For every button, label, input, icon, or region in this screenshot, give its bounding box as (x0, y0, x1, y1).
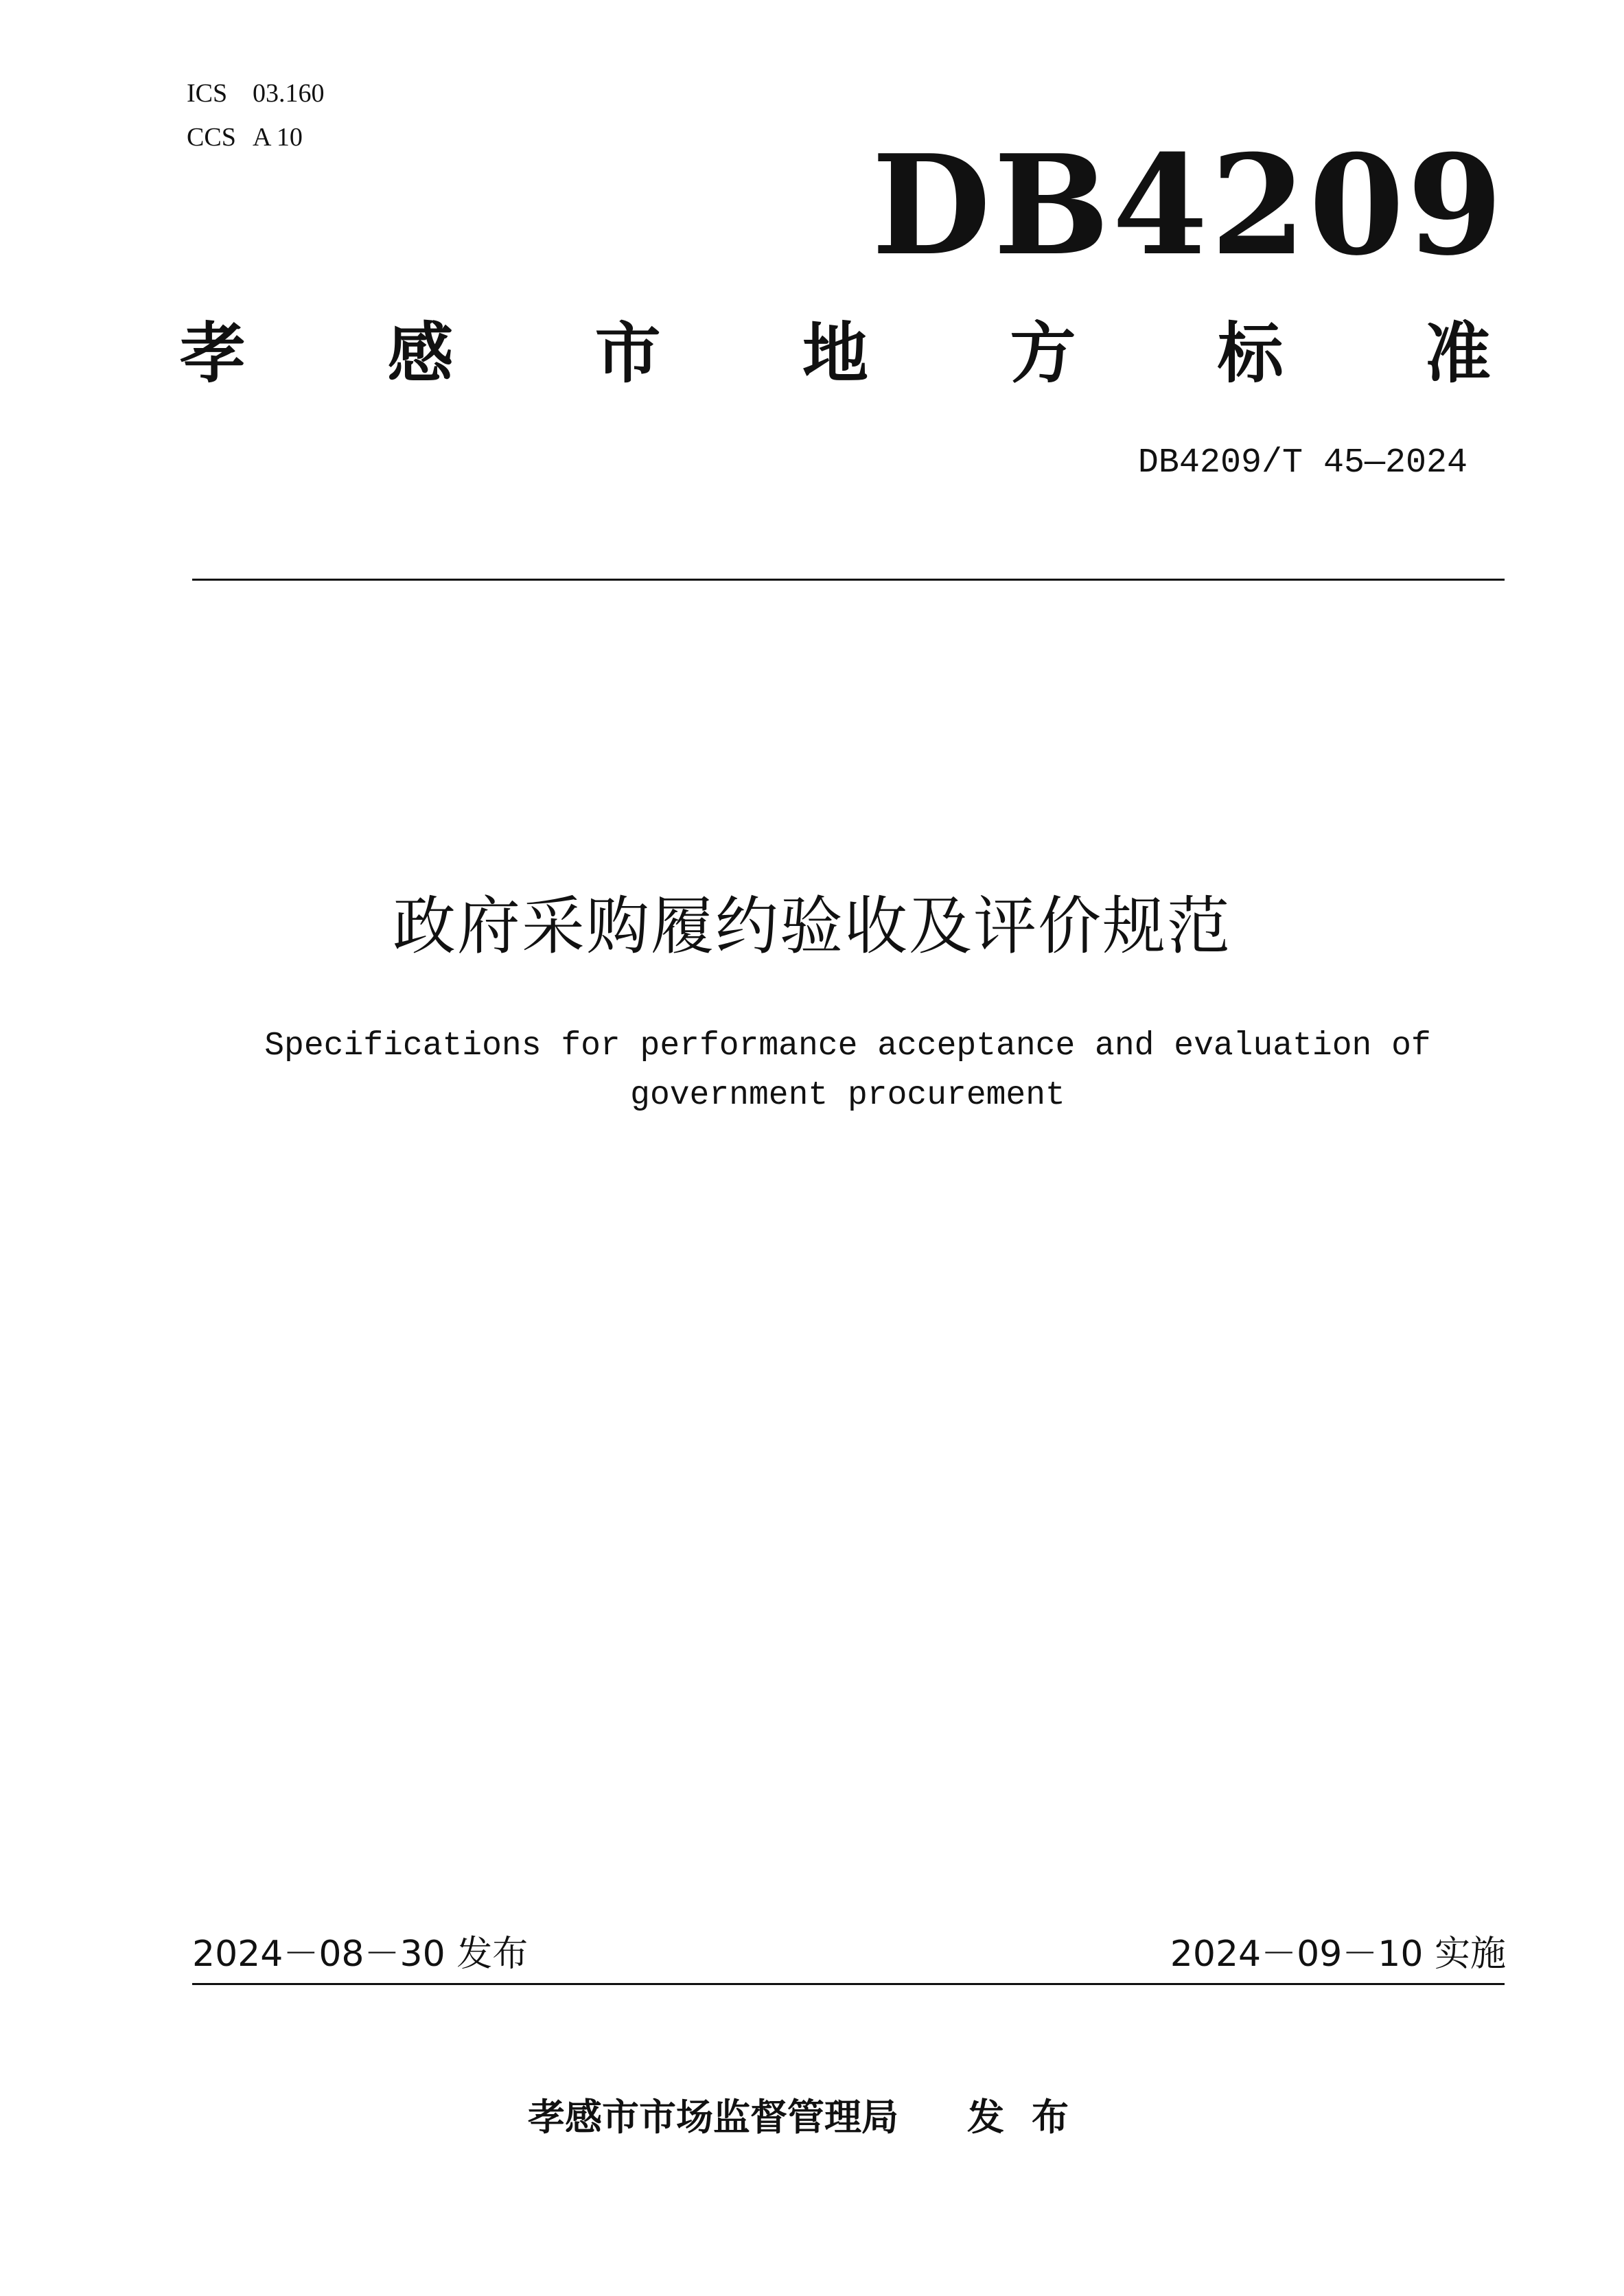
document-title-english: Specifications for performance acceptance and evaluation of government procurement (264, 1028, 1431, 1114)
issuer-action: 发布 (967, 2096, 1096, 2139)
ccs-value: A 10 (253, 123, 303, 152)
category-char: 感 (387, 315, 454, 392)
category-char: 准 (1424, 315, 1491, 392)
ics-code (187, 77, 325, 110)
category-char: 地 (802, 315, 868, 392)
standard-number: DB4209/T 45—2024 (1137, 443, 1468, 483)
issue-date: 2024－08－30 发布 (192, 1934, 529, 1975)
category-char: 孝 (180, 315, 246, 392)
category-char: 市 (594, 315, 661, 392)
ccs-code (187, 121, 303, 154)
standard-category (180, 312, 1491, 395)
category-char: 标 (1217, 315, 1284, 392)
implementation-date: 2024－09－10 实施 (1170, 1934, 1506, 1975)
document-title-chinese: 政府采购履约验收及评价规范 (392, 890, 1231, 963)
top-divider (192, 579, 1505, 581)
ics-label: ICS (187, 79, 228, 108)
issuer-line (0, 2094, 1624, 2142)
ccs-label: CCS (187, 123, 236, 152)
bottom-divider (192, 1983, 1505, 1985)
standard-mark: DB4209 (872, 125, 1506, 286)
ics-value: 03.160 (253, 79, 325, 108)
category-char: 方 (1010, 315, 1076, 392)
issuer-name: 孝感市市场监督管理局 (528, 2096, 898, 2139)
